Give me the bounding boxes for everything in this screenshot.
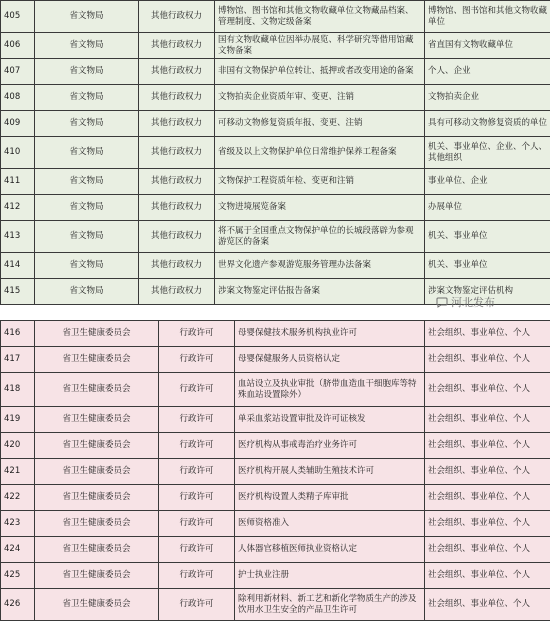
table-row <box>1 407 550 433</box>
table-row <box>1 59 550 85</box>
table-row <box>1 589 550 621</box>
applicant-cell: 社会组织、事业单位、个人 <box>425 459 550 485</box>
department-cell: 省卫生健康委员会 <box>35 459 159 485</box>
table-row <box>1 537 550 563</box>
item-name-cell: 医疗机构从事戒毒治疗业务许可 <box>235 433 425 459</box>
row-number: 410 <box>1 137 35 169</box>
department-cell: 省文物局 <box>35 33 139 59</box>
power-type-cell: 行政许可 <box>159 537 235 563</box>
department-cell: 省卫生健康委员会 <box>35 407 159 433</box>
power-type-cell: 行政许可 <box>159 407 235 433</box>
department-cell: 省卫生健康委员会 <box>35 589 159 621</box>
applicant-cell: 社会组织、事业单位、个人 <box>425 485 550 511</box>
row-number: 415 <box>1 279 35 305</box>
item-name-cell: 省级及以上文物保护单位日常维护保养工程备案 <box>215 137 425 169</box>
item-name-cell: 文物保护工程资质年检、变更和注销 <box>215 169 425 195</box>
power-type-cell: 其他行政权力 <box>139 111 215 137</box>
applicant-cell: 社会组织、事业单位、个人 <box>425 321 550 347</box>
item-name-cell: 将不属于全国重点文物保护单位的长城段落辟为参观游览区的备案 <box>215 221 425 253</box>
row-number: 412 <box>1 195 35 221</box>
item-name-cell: 国有文物收藏单位因举办展览、科学研究等借用馆藏文物备案 <box>215 33 425 59</box>
applicant-cell: 省直国有文物收藏单位 <box>425 33 550 59</box>
power-type-cell: 行政许可 <box>159 433 235 459</box>
power-type-cell: 其他行政权力 <box>139 85 215 111</box>
row-number: 426 <box>1 589 35 621</box>
department-cell: 省文物局 <box>35 59 139 85</box>
power-type-cell: 行政许可 <box>159 511 235 537</box>
department-cell: 省卫生健康委员会 <box>35 537 159 563</box>
department-cell: 省卫生健康委员会 <box>35 373 159 407</box>
power-type-cell: 其他行政权力 <box>139 253 215 279</box>
department-cell: 省卫生健康委员会 <box>35 563 159 589</box>
power-type-cell: 行政许可 <box>159 589 235 621</box>
item-name-cell: 博物馆、图书馆和其他文物收藏单位文物藏品档案、管理制度、文物定级备案 <box>215 1 425 33</box>
department-cell: 省文物局 <box>35 137 139 169</box>
row-number: 413 <box>1 221 35 253</box>
department-cell: 省卫生健康委员会 <box>35 433 159 459</box>
section-gap <box>0 312 550 320</box>
row-number: 406 <box>1 33 35 59</box>
applicant-cell: 机关、事业单位 <box>425 253 550 279</box>
row-number: 414 <box>1 253 35 279</box>
power-type-cell: 行政许可 <box>159 459 235 485</box>
row-number: 422 <box>1 485 35 511</box>
department-cell: 省文物局 <box>35 195 139 221</box>
power-type-cell: 其他行政权力 <box>139 1 215 33</box>
applicant-cell: 社会组织、事业单位、个人 <box>425 537 550 563</box>
row-number: 421 <box>1 459 35 485</box>
item-name-cell: 医疗机构设置人类精子库审批 <box>235 485 425 511</box>
applicant-cell: 社会组织、事业单位、个人 <box>425 563 550 589</box>
department-cell: 省文物局 <box>35 111 139 137</box>
item-name-cell: 文物拍卖企业资质年审、变更、注销 <box>215 85 425 111</box>
applicant-cell: 具有可移动文物修复资质的单位 <box>425 111 550 137</box>
table-row <box>1 137 550 169</box>
row-number: 418 <box>1 373 35 407</box>
table-health-commission <box>0 320 550 621</box>
department-cell: 省文物局 <box>35 253 139 279</box>
department-cell: 省文物局 <box>35 279 139 305</box>
power-type-cell: 行政许可 <box>159 373 235 407</box>
watermark-text: 河北发布 <box>451 296 495 309</box>
table-row <box>1 279 550 305</box>
applicant-cell: 社会组织、事业单位、个人 <box>425 407 550 433</box>
table-row <box>1 33 550 59</box>
table-row <box>1 321 550 347</box>
applicant-cell: 社会组织、事业单位、个人 <box>425 589 550 621</box>
row-number: 423 <box>1 511 35 537</box>
power-type-cell: 其他行政权力 <box>139 279 215 305</box>
item-name-cell: 文物进境展览备案 <box>215 195 425 221</box>
applicant-cell: 事业单位、企业 <box>425 169 550 195</box>
row-number: 407 <box>1 59 35 85</box>
item-name-cell: 母婴保健技术服务机构执业许可 <box>235 321 425 347</box>
item-name-cell: 世界文化遗产参观游览服务管理办法备案 <box>215 253 425 279</box>
power-type-cell: 其他行政权力 <box>139 59 215 85</box>
power-type-cell: 其他行政权力 <box>139 137 215 169</box>
item-name-cell: 医师资格准入 <box>235 511 425 537</box>
applicant-cell: 社会组织、事业单位、个人 <box>425 373 550 407</box>
item-name-cell: 可移动文物修复资质年报、变更、注销 <box>215 111 425 137</box>
applicant-cell: 办展单位 <box>425 195 550 221</box>
applicant-cell: 社会组织、事业单位、个人 <box>425 347 550 373</box>
power-type-cell: 其他行政权力 <box>139 221 215 253</box>
department-cell: 省卫生健康委员会 <box>35 347 159 373</box>
department-cell: 省文物局 <box>35 1 139 33</box>
power-type-cell: 其他行政权力 <box>139 33 215 59</box>
item-name-cell: 涉案文物鉴定评估报告备案 <box>215 279 425 305</box>
table-row <box>1 485 550 511</box>
table-cultural-relics <box>0 0 550 305</box>
department-cell: 省卫生健康委员会 <box>35 485 159 511</box>
item-name-cell: 非国有文物保护单位转让、抵押或者改变用途的备案 <box>215 59 425 85</box>
table-row <box>1 221 550 253</box>
item-name-cell: 单采血浆站设置审批及许可证核发 <box>235 407 425 433</box>
department-cell: 省文物局 <box>35 85 139 111</box>
table-row <box>1 169 550 195</box>
table-row <box>1 195 550 221</box>
power-type-cell: 其他行政权力 <box>139 169 215 195</box>
applicant-cell: 文物拍卖企业 <box>425 85 550 111</box>
item-name-cell: 人体器官移植医师执业资格认定 <box>235 537 425 563</box>
item-name-cell: 护士执业注册 <box>235 563 425 589</box>
row-number: 409 <box>1 111 35 137</box>
applicant-cell: 社会组织、事业单位、个人 <box>425 433 550 459</box>
row-number: 420 <box>1 433 35 459</box>
department-cell: 省卫生健康委员会 <box>35 511 159 537</box>
row-number: 419 <box>1 407 35 433</box>
item-name-cell: 除利用新材料、新工艺和新化学物质生产的涉及饮用水卫生安全的产品卫生许可 <box>235 589 425 621</box>
row-number: 417 <box>1 347 35 373</box>
department-cell: 省文物局 <box>35 221 139 253</box>
item-name-cell: 医疗机构开展人类辅助生殖技术许可 <box>235 459 425 485</box>
table-row <box>1 373 550 407</box>
item-name-cell: 母婴保健服务人员资格认定 <box>235 347 425 373</box>
table-row <box>1 459 550 485</box>
applicant-cell: 机关、事业单位、企业、个人、其他组织 <box>425 137 550 169</box>
power-type-cell: 行政许可 <box>159 321 235 347</box>
applicant-cell: 博物馆、图书馆和其他文物收藏单位 <box>425 1 550 33</box>
power-type-cell: 行政许可 <box>159 563 235 589</box>
table-row <box>1 85 550 111</box>
table-row <box>1 347 550 373</box>
power-type-cell: 行政许可 <box>159 347 235 373</box>
power-type-cell: 其他行政权力 <box>139 195 215 221</box>
applicant-cell: 涉案文物鉴定评估机构 <box>425 279 550 305</box>
row-number: 408 <box>1 85 35 111</box>
row-number: 416 <box>1 321 35 347</box>
table-row <box>1 1 550 33</box>
applicant-cell: 机关、事业单位 <box>425 221 550 253</box>
row-number: 405 <box>1 1 35 33</box>
table-row <box>1 433 550 459</box>
department-cell: 省文物局 <box>35 169 139 195</box>
department-cell: 省卫生健康委员会 <box>35 321 159 347</box>
row-number: 411 <box>1 169 35 195</box>
row-number: 425 <box>1 563 35 589</box>
table-row <box>1 111 550 137</box>
row-number: 424 <box>1 537 35 563</box>
applicant-cell: 社会组织、事业单位、个人 <box>425 511 550 537</box>
table-row <box>1 563 550 589</box>
power-type-cell: 行政许可 <box>159 485 235 511</box>
item-name-cell: 血站设立及执业审批（脐带血造血干细胞库等特殊血站设置除外） <box>235 373 425 407</box>
table-row <box>1 253 550 279</box>
table-row <box>1 511 550 537</box>
applicant-cell: 个人、企业 <box>425 59 550 85</box>
